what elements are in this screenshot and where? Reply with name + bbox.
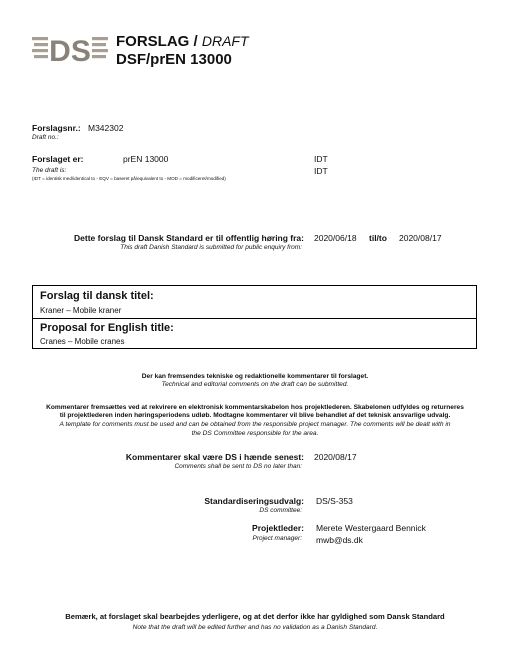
comments-procedure-1: Kommentarer fremsættes ved at rekvirere en elektronisk kommentarskabelon hos projektlederen. Skabelonen udfyldes og returneres xyxy=(46,404,464,411)
doc-type-title xyxy=(116,33,249,50)
hearing-to: 2020/08/17 xyxy=(399,233,442,243)
comments-intro-en: Technical and editorial comments on the draft can be submitted. xyxy=(161,381,349,388)
proposal-is-label-en: The draft is: xyxy=(32,167,67,174)
manager-name: Merete Westergaard Bennick xyxy=(316,523,426,533)
proposal-is-rel: IDT xyxy=(314,154,328,164)
hearing-label: Dette forslag til Dansk Standard er til offentlig høring fra: xyxy=(74,233,304,243)
proposal-is-value: prEN 13000 xyxy=(123,154,169,164)
dk-title-heading: Forslag til dansk titel: xyxy=(40,290,154,302)
committee-label-en: DS committee: xyxy=(259,507,302,514)
hearing-from: 2020/06/18 xyxy=(314,233,357,243)
en-title-heading: Proposal for English title: xyxy=(40,322,174,334)
proposal-no-label: Forslagsnr.: xyxy=(32,123,81,133)
dk-title: Kraner – Mobile kraner xyxy=(40,306,122,315)
deadline-value: 2020/08/17 xyxy=(314,452,357,462)
footer-note-en: Note that the draft will be edited further and has no validation as a Danish Standard. xyxy=(132,624,378,631)
ds-logo xyxy=(32,34,108,64)
title-main: FORSLAG / xyxy=(116,33,198,50)
proposal-is-label: Forslaget er: xyxy=(32,154,84,164)
relation-legend: (IDT = identisk med/identical to - EQV = baseret på/equivalent to - MOD = modificeret/modified) xyxy=(32,176,226,181)
comments-intro: Der kan fremsendes tekniske og redaktionelle kommentarer til forslaget. xyxy=(141,373,369,380)
footer-note: Bemærk, at forslaget skal bearbejdes yderligere, og at det derfor ikke har gyldighed som Dansk Standard xyxy=(65,612,445,621)
comments-procedure-en-1: A template for comments must be used and can be obtained from the responsible project manager. The comments will be dealt with in xyxy=(59,421,451,428)
manager-label-en: Project manager: xyxy=(252,535,302,542)
proposal-is-rel2: IDT xyxy=(314,166,328,176)
hearing-to-label: til/to xyxy=(369,233,387,243)
box-divider xyxy=(33,318,476,319)
title-italic: DRAFT xyxy=(201,33,249,49)
committee-label: Standardiseringsudvalg: xyxy=(204,496,304,506)
manager-email[interactable]: mwb@ds.dk xyxy=(316,535,363,545)
proposal-no-value: M342302 xyxy=(88,123,124,133)
proposal-no-label-en: Draft no.: xyxy=(32,134,59,141)
hearing-label-en: This draft Danish Standard is submitted for public enquiry from: xyxy=(120,244,302,251)
deadline-label-en: Comments shall be sent to DS no later than: xyxy=(174,463,302,470)
comments-procedure-en-2: the DS Committee responsible for the area. xyxy=(191,430,319,437)
logo-text: DS xyxy=(49,35,91,64)
deadline-label: Kommentarer skal være DS i hænde senest: xyxy=(125,452,304,462)
doc-id: DSF/prEN 13000 xyxy=(116,51,232,68)
en-title: Cranes – Mobile cranes xyxy=(40,337,125,346)
title-box xyxy=(32,285,477,349)
comments-procedure-2: til projektlederen inden høringsperiodens udløb. Modtagne kommentarer vil blive behandlet af det teknisk ansvarlige udvalg. xyxy=(59,412,451,419)
committee-value: DS/S-353 xyxy=(316,496,353,506)
manager-label: Projektleder: xyxy=(252,523,304,533)
